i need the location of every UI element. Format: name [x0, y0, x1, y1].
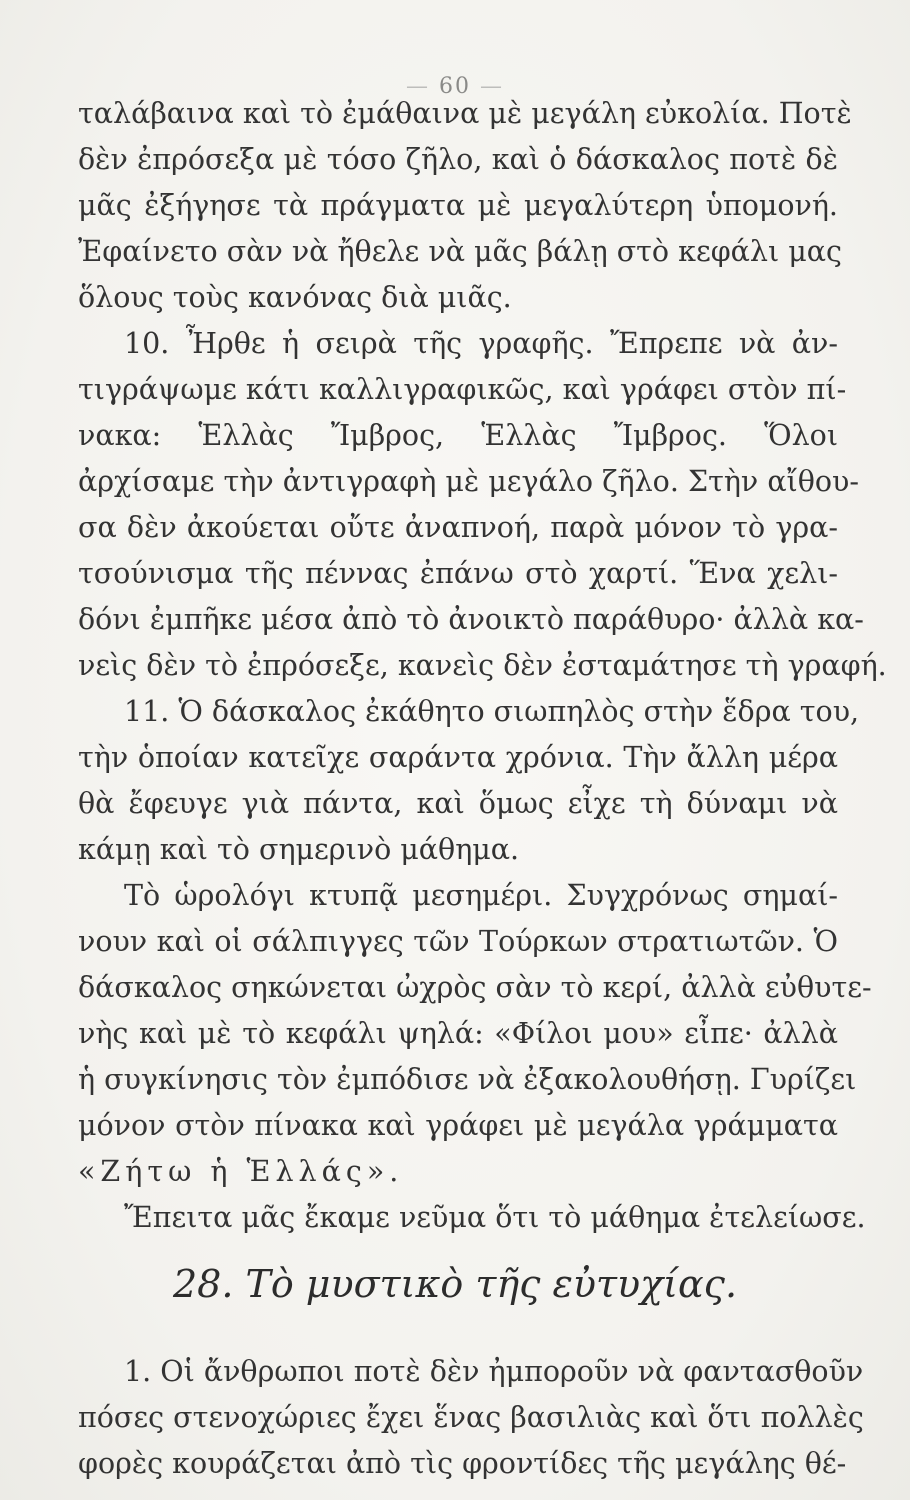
- body-line: Ἐφαίνετο σὰν νὰ ἤθελε νὰ μᾶς βάλῃ στὸ κεφάλι μας: [78, 235, 842, 268]
- body-line: μᾶς ἐξήγησε τὰ πράγματα μὲ μεγαλύτερη ὑπομονή.: [78, 189, 838, 222]
- page-number-value: 60: [439, 74, 471, 99]
- page-number-dash-left: —: [406, 74, 439, 99]
- body-line: ταλάβαινα καὶ τὸ ἐμάθαινα μὲ μεγάλη εὐκολία. Ποτὲ: [78, 97, 852, 130]
- body-line: «Ζήτω ἡ Ἑλλάς».: [78, 1155, 404, 1188]
- body-line: ὅλους τοὺς κανόνας διὰ μιᾶς.: [78, 281, 512, 314]
- section-line: 1. Οἱ ἄνθρωποι ποτὲ δὲν ἠμποροῦν νὰ φαντασθοῦν: [124, 1355, 864, 1388]
- body-line: μόνον στὸν πίνακα καὶ γράφει μὲ μεγάλα γράμματα: [78, 1109, 838, 1142]
- section-heading: 28. Τὸ μυστικὸ τῆς εὐτυχίας.: [172, 1262, 738, 1306]
- body-line: δάσκαλος σηκώνεται ὠχρὸς σὰν τὸ κερί, ἀλλὰ εὐθυτε-: [78, 971, 872, 1004]
- body-line: δὲν ἐπρόσεξα μὲ τόσο ζῆλο, καὶ ὁ δάσκαλος ποτὲ δὲ: [78, 143, 838, 176]
- body-line: σα δὲν ἀκούεται οὔτε ἀναπνοή, παρὰ μόνον τὸ γρα-: [78, 511, 838, 544]
- body-line: Τὸ ὡρολόγι κτυπᾷ μεσημέρι. Συγχρόνως σημαί-: [124, 879, 838, 912]
- body-line: νακα: Ἑλλὰς Ἴμβρος, Ἑλλὰς Ἴμβρος. Ὅλοι: [78, 419, 838, 452]
- body-line: ἡ συγκίνησις τὸν ἐμπόδισε νὰ ἐξακολουθήσῃ. Γυρίζει: [78, 1063, 857, 1096]
- body-line: δόνι ἐμπῆκε μέσα ἀπὸ τὸ ἀνοικτὸ παράθυρο· ἀλλὰ κα-: [78, 603, 864, 636]
- body-line: κάμῃ καὶ τὸ σημερινὸ μάθημα.: [78, 833, 520, 866]
- body-line: τιγράψωμε κάτι καλλιγραφικῶς, καὶ γράφει στὸν πί-: [78, 373, 847, 406]
- section-line: φορὲς κουράζεται ἀπὸ τὶς φροντίδες τῆς μεγάλης θέ-: [78, 1447, 847, 1480]
- body-line: τὴν ὁποίαν κατεῖχε σαράντα χρόνια. Τὴν ἄλλη μέρα: [78, 741, 838, 774]
- body-line: Ἔπειτα μᾶς ἔκαμε νεῦμα ὅτι τὸ μάθημα ἐτελείωσε.: [124, 1201, 866, 1234]
- page-number-dash-right: —: [471, 74, 504, 99]
- body-line: νὴς καὶ μὲ τὸ κεφάλι ψηλά: «Φίλοι μου» εἶπε· ἀλλὰ: [78, 1017, 838, 1050]
- section-line: πόσες στενοχώριες ἔχει ἕνας βασιλιὰς καὶ ὅτι πολλὲς: [78, 1401, 864, 1434]
- body-line: νουν καὶ οἱ σάλπιγγες τῶν Τούρκων στρατιωτῶν. Ὁ: [78, 925, 838, 958]
- body-line: τσούνισμα τῆς πέννας ἐπάνω στὸ χαρτί. Ἕνα χελι-: [78, 557, 838, 590]
- body-line: 11. Ὁ δάσκαλος ἐκάθητο σιωπηλὸς στὴν ἕδρα του,: [124, 695, 860, 728]
- body-line: 10. Ἦρθε ἡ σειρὰ τῆς γραφῆς. Ἔπρεπε νὰ ἀν-: [124, 327, 838, 360]
- body-line: νεὶς δὲν τὸ ἐπρόσεξε, κανεὶς δὲν ἐσταμάτησε τὴ γραφή.: [78, 649, 887, 682]
- body-line: ἀρχίσαμε τὴν ἀντιγραφὴ μὲ μεγάλο ζῆλο. Στὴν αἴθου-: [78, 465, 860, 498]
- body-line: θὰ ἔφευγε γιὰ πάντα, καὶ ὅμως εἶχε τὴ δύναμι νὰ: [78, 787, 838, 820]
